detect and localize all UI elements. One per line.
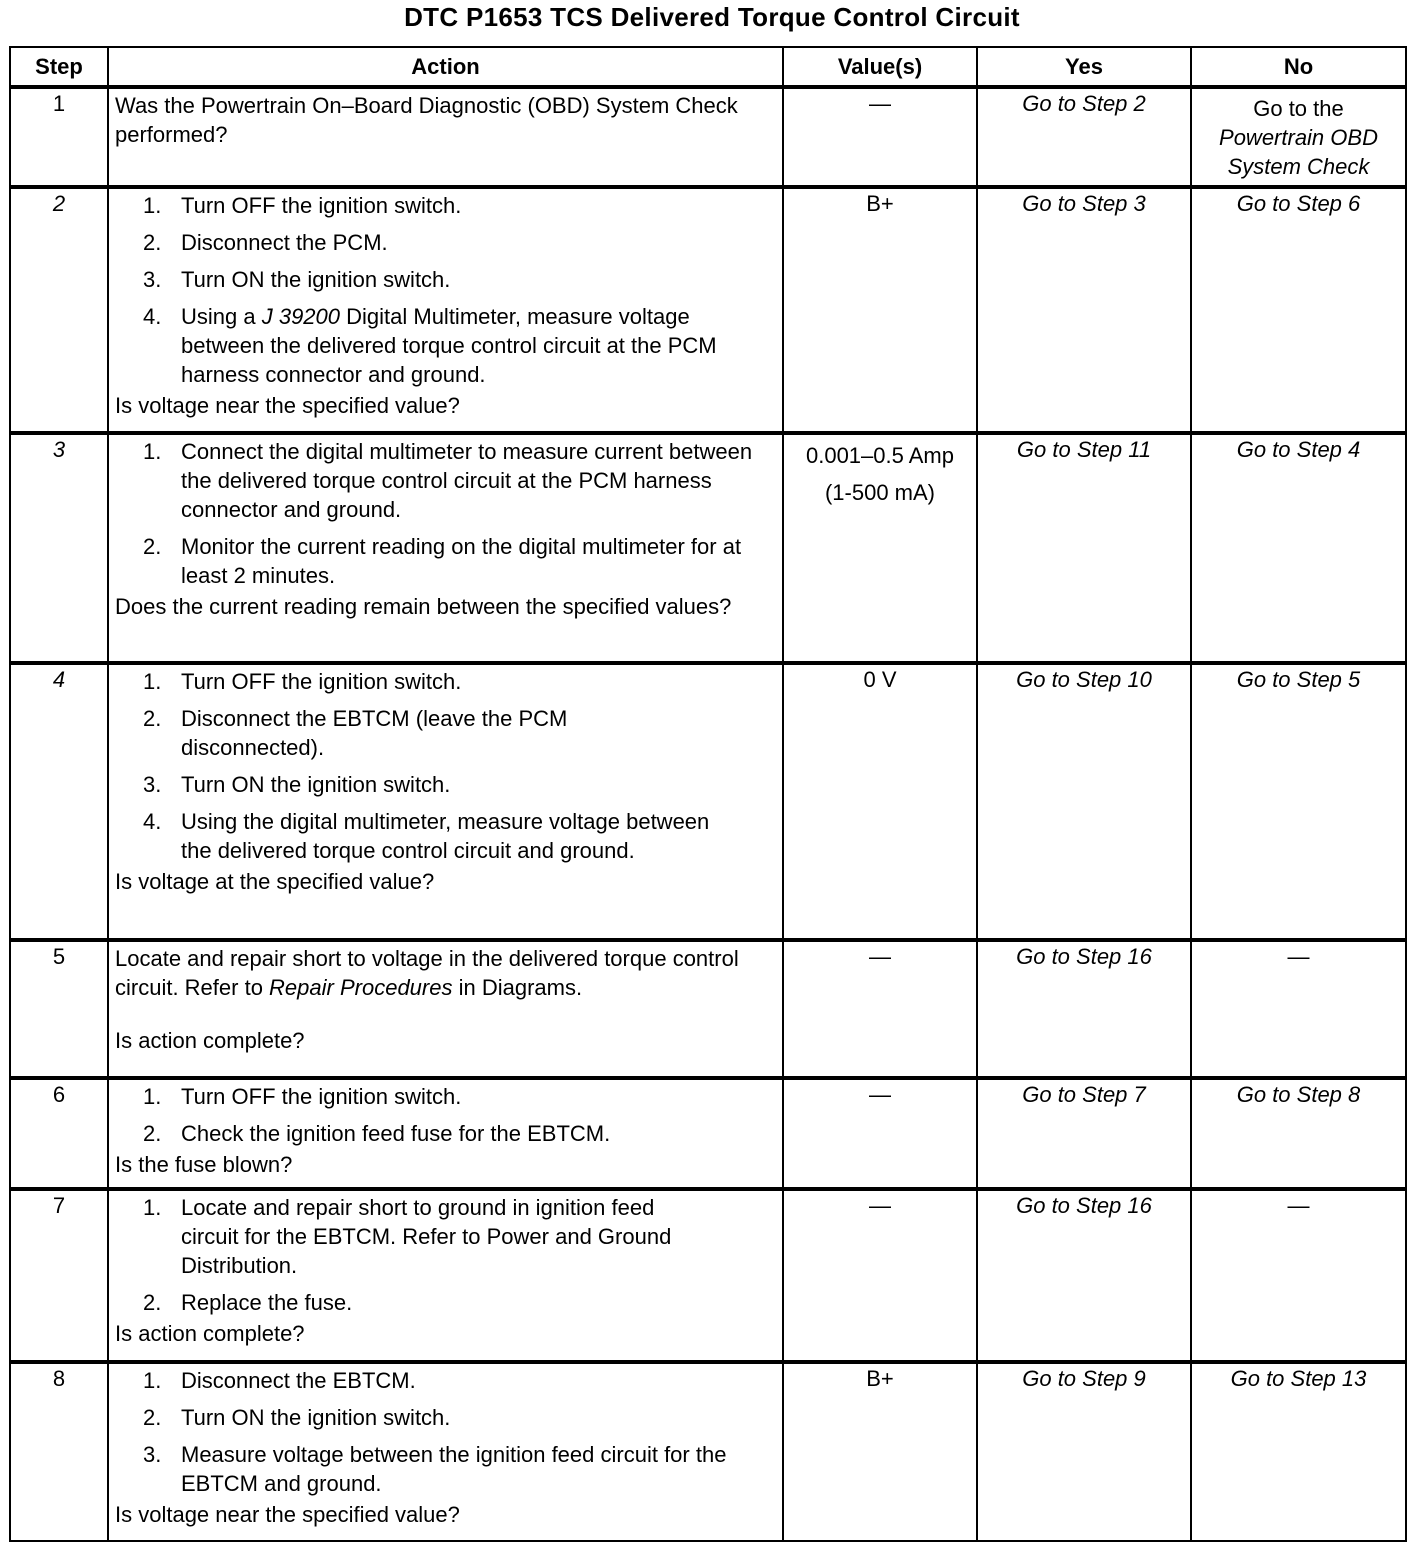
header-yes: Yes — [977, 47, 1191, 87]
step-number: 4 — [10, 663, 108, 940]
no-cell — [1191, 1362, 1406, 1541]
table-row-step-1 — [10, 87, 1406, 187]
no-text: — — [1287, 1193, 1310, 1218]
no-cell — [1191, 940, 1406, 1078]
step-number: 5 — [10, 940, 108, 1078]
yes-cell — [977, 940, 1191, 1078]
yes-text: Go to Step 11 — [1016, 437, 1152, 462]
action-step-item: 2. Monitor the current reading on the digital multimeter for at least 2 minutes. — [143, 534, 742, 588]
value-cell — [783, 663, 977, 940]
action-step-item: 1. Disconnect the EBTCM. — [143, 1368, 416, 1393]
no-text: Go to Step 5 — [1236, 667, 1361, 692]
no-text: — — [1287, 944, 1310, 969]
table-row-step-2 — [10, 187, 1406, 433]
no-cell — [1191, 87, 1406, 187]
action-step-item: 3. Turn ON the ignition switch. — [143, 267, 451, 292]
yes-text: Go to Step 16 — [1016, 944, 1152, 969]
no-text: Go to Step 4 — [1236, 437, 1361, 462]
action-question: Is the fuse blown? — [115, 1152, 293, 1177]
value-cell — [783, 187, 977, 433]
value-cell — [783, 1189, 977, 1362]
value-text: 0 V — [863, 667, 897, 692]
action-steps-list — [115, 191, 776, 389]
no-cell — [1191, 1189, 1406, 1362]
yes-cell — [977, 87, 1191, 187]
value-cell — [783, 433, 977, 663]
action-cell — [108, 1078, 783, 1189]
procedure-reference: Repair Procedures — [269, 975, 453, 1000]
action-step-item: 1. Connect the digital multimeter to measure current between the delivered torque control circuit at the PCM harness connector and ground. — [143, 439, 753, 522]
yes-cell — [977, 1078, 1191, 1189]
action-steps-list — [115, 1082, 776, 1148]
action-step-item: 1. Turn OFF the ignition switch. — [143, 193, 462, 218]
table-row-step-7 — [10, 1189, 1406, 1362]
action-cell — [108, 433, 783, 663]
action-cell — [108, 1189, 783, 1362]
action-step-item: 4. Using the digital multimeter, measure voltage between the delivered torque control circuit and ground. — [143, 809, 710, 863]
value-cell — [783, 1362, 977, 1541]
header-step: Step — [10, 47, 108, 87]
yes-text: Go to Step 3 — [1022, 191, 1146, 216]
value-text: 0.001–0.5 Amp — [805, 443, 954, 468]
header-action: Action — [108, 47, 783, 87]
step-number: 8 — [10, 1362, 108, 1541]
action-step-item: 1. Locate and repair short to ground in ignition feed circuit for the EBTCM. Refer to Power and Ground Distribution. — [143, 1195, 672, 1278]
step-number: 6 — [10, 1078, 108, 1189]
action-cell — [108, 87, 783, 187]
step-number: 2 — [10, 187, 108, 433]
value-text: — — [869, 944, 891, 969]
action-question: Does the current reading remain between the specified values? — [115, 594, 732, 619]
action-steps-list — [115, 1366, 776, 1498]
action-cell — [108, 940, 783, 1078]
action-step-item: 1. Turn OFF the ignition switch. — [143, 669, 462, 694]
no-text: Go to Step 13 — [1230, 1366, 1367, 1391]
action-cell — [108, 187, 783, 433]
action-cell — [108, 1362, 783, 1541]
no-cell — [1191, 1078, 1406, 1189]
tool-reference: J 39200 — [261, 304, 341, 329]
table-row-step-8 — [10, 1362, 1406, 1541]
yes-text: Go to Step 16 — [1016, 1193, 1152, 1218]
document-title: DTC P1653 TCS Delivered Torque Control Circuit — [404, 2, 1020, 32]
yes-cell — [977, 1362, 1191, 1541]
action-step-item: 1. Turn OFF the ignition switch. — [143, 1084, 462, 1109]
no-text-line2: Powertrain OBD System Check — [1219, 124, 1378, 179]
yes-cell — [977, 1189, 1191, 1362]
value-text: — — [869, 1193, 891, 1218]
action-question: Is voltage near the specified value? — [115, 393, 460, 418]
action-step-item: 2. Turn ON the ignition switch. — [143, 1405, 451, 1430]
value-text-line2: (1-500 mA) — [824, 480, 936, 505]
table-header-row — [10, 47, 1406, 87]
header-no: No — [1191, 47, 1406, 87]
action-step-item: 2. Replace the fuse. — [143, 1290, 353, 1315]
diagnostic-table — [9, 46, 1407, 1542]
table-row-step-6 — [10, 1078, 1406, 1189]
action-step-item: 3. Turn ON the ignition switch. — [143, 772, 451, 797]
yes-cell — [977, 663, 1191, 940]
action-steps-list — [115, 437, 776, 590]
no-text: Go to Step 6 — [1236, 191, 1361, 216]
action-question: Is action complete? — [115, 1321, 305, 1346]
yes-cell — [977, 187, 1191, 433]
table-row-step-5 — [10, 940, 1406, 1078]
no-cell — [1191, 433, 1406, 663]
yes-cell — [977, 433, 1191, 663]
table-row-step-4 — [10, 663, 1406, 940]
action-step-item: 2. Disconnect the PCM. — [143, 230, 388, 255]
value-text: — — [869, 91, 891, 116]
no-cell — [1191, 663, 1406, 940]
action-question: Is voltage at the specified value? — [115, 869, 435, 894]
value-text: B+ — [866, 191, 894, 216]
no-text: Go to Step 8 — [1236, 1082, 1361, 1107]
action-step-item: 3. Measure voltage between the ignition feed circuit for the EBTCM and ground. — [143, 1442, 727, 1496]
value-cell — [783, 1078, 977, 1189]
action-step-item: 2. Check the ignition feed fuse for the EBTCM. — [143, 1121, 611, 1146]
action-text: Locate and repair short to voltage in the delivered torque control circuit. Refer to Repair Procedures in Diagrams. — [115, 946, 739, 1000]
step-number: 3 — [10, 433, 108, 663]
action-text: Was the Powertrain On–Board Diagnostic (OBD) System Check performed? — [115, 93, 738, 147]
value-text: — — [869, 1082, 891, 1107]
yes-text: Go to Step 7 — [1022, 1082, 1146, 1107]
action-step-item: 2. Disconnect the EBTCM (leave the PCM disconnected). — [143, 706, 568, 760]
action-cell — [108, 663, 783, 940]
no-text-line1: Go to the — [1253, 95, 1344, 121]
action-question: Is voltage near the specified value? — [115, 1502, 460, 1527]
step-number: 7 — [10, 1189, 108, 1362]
yes-text: Go to Step 10 — [1016, 667, 1152, 692]
yes-text: Go to Step 9 — [1022, 1366, 1146, 1391]
yes-text: Go to Step 2 — [1022, 91, 1146, 116]
value-cell — [783, 87, 977, 187]
step-number: 1 — [10, 87, 108, 187]
value-cell — [783, 940, 977, 1078]
action-step-item: 4. Using a J 39200 Digital Multimeter, measure voltage between the delivered torque control circuit at the PCM harness connector and ground. — [143, 304, 717, 387]
action-steps-list — [115, 1193, 776, 1317]
table-row-step-3 — [10, 433, 1406, 663]
action-question: Is action complete? — [115, 1028, 305, 1053]
value-text: B+ — [866, 1366, 894, 1391]
no-cell — [1191, 187, 1406, 433]
action-steps-list — [115, 667, 776, 865]
header-values: Value(s) — [783, 47, 977, 87]
